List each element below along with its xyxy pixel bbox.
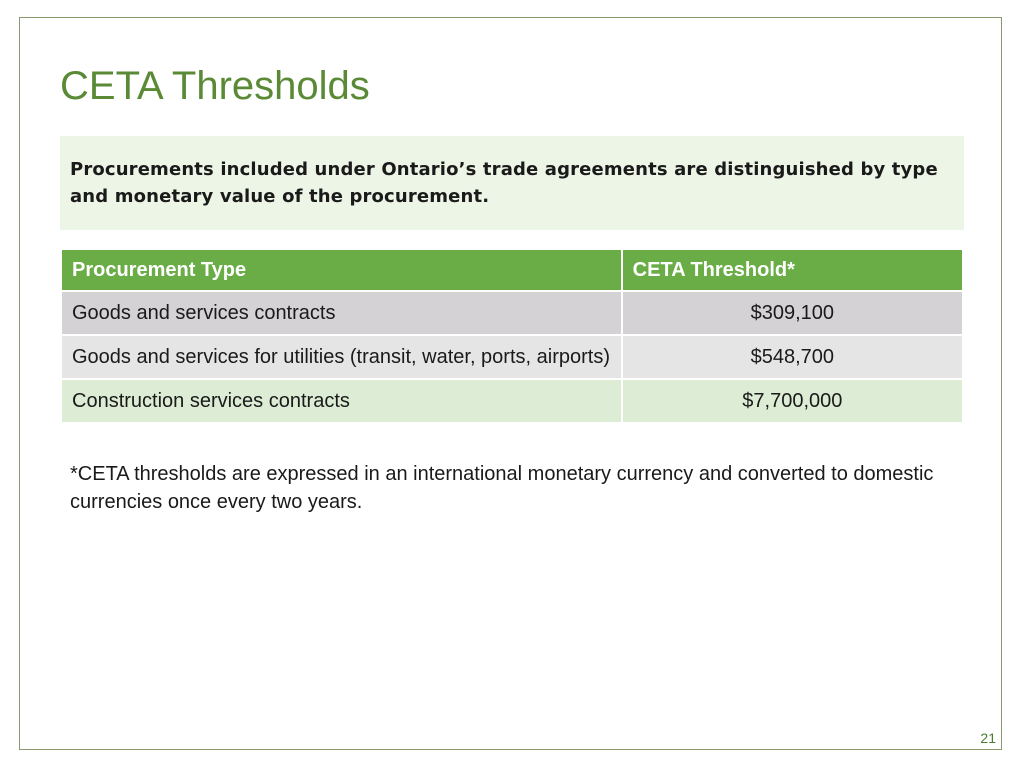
- procurement-type-cell: Goods and services contracts: [61, 291, 622, 335]
- threshold-value-cell: $548,700: [622, 335, 963, 379]
- table-row: [61, 291, 963, 335]
- intro-text: Procurements included under Ontario’s trade agreements are distinguished by type and monetary value of the procurement.: [70, 159, 938, 207]
- intro-callout: [60, 136, 964, 230]
- slide-title: CETA Thresholds: [60, 64, 370, 108]
- footnote: *CETA thresholds are expressed in an international monetary currency and converted to domestic currencies once every two years.: [70, 463, 934, 513]
- procurement-type-cell: Goods and services for utilities (transit, water, ports, airports): [61, 335, 622, 379]
- threshold-value-cell: $309,100: [622, 291, 963, 335]
- thresholds-table: [60, 248, 964, 424]
- header-procurement-type: Procurement Type: [61, 249, 622, 291]
- table-header-row: [61, 249, 963, 291]
- page-number: 21: [980, 730, 996, 746]
- procurement-type-cell: Construction services contracts: [61, 379, 622, 423]
- threshold-value-cell: $7,700,000: [622, 379, 963, 423]
- table-row: [61, 335, 963, 379]
- table-row: [61, 379, 963, 423]
- header-ceta-threshold: CETA Threshold*: [622, 249, 963, 291]
